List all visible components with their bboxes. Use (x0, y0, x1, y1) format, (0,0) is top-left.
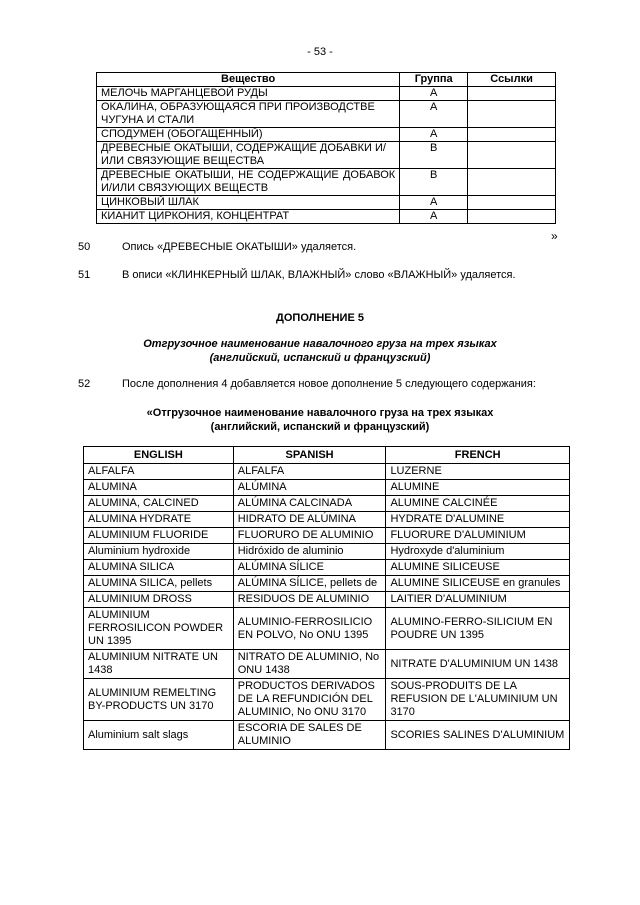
page-number: - 53 - (307, 46, 333, 58)
references-cell (468, 196, 556, 210)
substance-cell: ОКАЛИНА, ОБРАЗУЮЩАЯСЯ ПРИ ПРОИЗВОДСТВЕ ЧУГУНА И СТАЛИ (97, 101, 400, 128)
spanish-cell: ESCORIA DE SALES DE ALUMINIO (233, 721, 386, 750)
header-spanish: SPANISH (233, 447, 386, 464)
table-row (84, 528, 570, 544)
table-row (84, 480, 570, 496)
trilingual-names-table (83, 446, 570, 750)
table-row (84, 721, 570, 750)
group-cell: A (400, 196, 468, 210)
header-substance: Вещество (97, 73, 400, 87)
amendment-text: Опись «ДРЕВЕСНЫЕ ОКАТЫШИ» удаляется. (122, 241, 357, 253)
french-cell: FLUORURE D'ALUMINIUM (386, 528, 570, 544)
header-french: FRENCH (386, 447, 570, 464)
references-cell (468, 142, 556, 169)
substance-table-header (97, 73, 556, 87)
references-cell (468, 169, 556, 196)
table-row (84, 650, 570, 679)
french-cell: HYDRATE D'ALUMINE (386, 512, 570, 528)
amendment-number: 50 (78, 241, 91, 253)
group-cell: A (400, 87, 468, 101)
inserted-title-line1: «Отгрузочное наименование навалочного груза на трех языках (146, 407, 494, 419)
appendix-subtitle-line1: Отгрузочное наименование навалочного груза на трех языках (143, 338, 497, 350)
trilingual-table-header (84, 447, 570, 464)
header-references: Ссылки (468, 73, 556, 87)
table-row (97, 101, 556, 128)
spanish-cell: FLUORURO DE ALUMINIO (233, 528, 386, 544)
french-cell: ALUMINE CALCINÉE (386, 496, 570, 512)
header-english: ENGLISH (84, 447, 234, 464)
references-cell (468, 87, 556, 101)
spanish-cell: ALÚMINA CALCINADA (233, 496, 386, 512)
table-row (97, 169, 556, 196)
table-row (97, 142, 556, 169)
english-cell: ALUMINA SILICA, pellets (84, 576, 234, 592)
substance-cell: СПОДУМЕН (ОБОГАЩЕННЫЙ) (97, 128, 400, 142)
english-cell: ALUMINIUM NITRATE UN 1438 (84, 650, 234, 679)
english-cell: ALUMINIUM REMELTING BY-PRODUCTS UN 3170 (84, 679, 234, 721)
appendix-subtitle-line2: (английский, испанский и французский) (209, 352, 431, 364)
table-row (84, 496, 570, 512)
table-row (97, 87, 556, 101)
spanish-cell: RESIDUOS DE ALUMINIO (233, 592, 386, 608)
table-row (84, 592, 570, 608)
table-row (97, 128, 556, 142)
spanish-cell: NITRATO DE ALUMINIO, No ONU 1438 (233, 650, 386, 679)
substance-cell: ЦИНКОВЫЙ ШЛАК (97, 196, 400, 210)
substance-table (96, 72, 556, 224)
french-cell: ALUMINE (386, 480, 570, 496)
group-cell: A (400, 101, 468, 128)
header-group: Группа (400, 73, 468, 87)
inserted-title-line2: (английский, испанский и французский) (210, 421, 430, 433)
table-row (97, 196, 556, 210)
amendment-number: 52 (78, 378, 91, 390)
english-cell: ALUMINA HYDRATE (84, 512, 234, 528)
spanish-cell: ALÚMINA SÍLICE, pellets de (233, 576, 386, 592)
references-cell (468, 101, 556, 128)
table-row (84, 512, 570, 528)
group-cell: A (400, 128, 468, 142)
group-cell: B (400, 142, 468, 169)
english-cell: Aluminium hydroxide (84, 544, 234, 560)
table-row (84, 464, 570, 480)
amendment-number: 51 (78, 269, 91, 281)
references-cell (468, 210, 556, 224)
spanish-cell: HIDRATO DE ALÚMINA (233, 512, 386, 528)
substance-cell: ДРЕВЕСНЫЕ ОКАТЫШИ, НЕ СОДЕРЖАЩИЕ ДОБАВОК И/ИЛИ СВЯЗУЮЩИХ ВЕЩЕСТВ (97, 169, 400, 196)
closing-quote-mark: » (551, 229, 558, 243)
table-row (84, 544, 570, 560)
english-cell: ALUMINA, CALCINED (84, 496, 234, 512)
spanish-cell: ALÚMINA (233, 480, 386, 496)
amendment-text: В описи «КЛИНКЕРНЫЙ ШЛАК, ВЛАЖНЫЙ» слово «ВЛАЖНЫЙ» удаляется. (122, 269, 516, 281)
english-cell: ALFALFA (84, 464, 234, 480)
french-cell: LAITIER D'ALUMINIUM (386, 592, 570, 608)
french-cell: ALUMINE SILICEUSE (386, 560, 570, 576)
french-cell: ALUMINE SILICEUSE en granules (386, 576, 570, 592)
english-cell: ALUMINA (84, 480, 234, 496)
table-row (84, 679, 570, 721)
substance-cell: КИАНИТ ЦИРКОНИЯ, КОНЦЕНТРАТ (97, 210, 400, 224)
substance-cell: МЕЛОЧЬ МАРГАНЦЕВОЙ РУДЫ (97, 87, 400, 101)
french-cell: SOUS-PRODUITS DE LA REFUSION DE L'ALUMINIUM UN 3170 (386, 679, 570, 721)
appendix-title: ДОПОЛНЕНИЕ 5 (276, 312, 364, 324)
french-cell: SCORIES SALINES D'ALUMINIUM (386, 721, 570, 750)
french-cell: ALUMINO-FERRO-SILICIUM EN POUDRE UN 1395 (386, 608, 570, 650)
table-row (97, 210, 556, 224)
english-cell: ALUMINIUM FERROSILICON POWDER UN 1395 (84, 608, 234, 650)
amendment-text: После дополнения 4 добавляется новое дополнение 5 следующего содержания: (122, 378, 536, 390)
group-cell: A (400, 210, 468, 224)
spanish-cell: ALFALFA (233, 464, 386, 480)
table-row (84, 560, 570, 576)
english-cell: ALUMINIUM DROSS (84, 592, 234, 608)
substance-cell: ДРЕВЕСНЫЕ ОКАТЫШИ, СОДЕРЖАЩИЕ ДОБАВКИ И/ИЛИ СВЯЗУЮЩИЕ ВЕЩЕСТВА (97, 142, 400, 169)
group-cell: B (400, 169, 468, 196)
english-cell: Aluminium salt slags (84, 721, 234, 750)
table-row (84, 608, 570, 650)
spanish-cell: PRODUCTOS DERIVADOS DE LA REFUNDICIÓN DEL ALUMINIO, No ONU 3170 (233, 679, 386, 721)
references-cell (468, 128, 556, 142)
spanish-cell: ALÚMINA SÍLICE (233, 560, 386, 576)
french-cell: LUZERNE (386, 464, 570, 480)
english-cell: ALUMINA SILICA (84, 560, 234, 576)
spanish-cell: Hidróxido de aluminio (233, 544, 386, 560)
table-row (84, 576, 570, 592)
spanish-cell: ALUMINIO-FERROSILICIO EN POLVO, No ONU 1395 (233, 608, 386, 650)
french-cell: Hydroxyde d'aluminium (386, 544, 570, 560)
english-cell: ALUMINIUM FLUORIDE (84, 528, 234, 544)
french-cell: NITRATE D'ALUMINIUM UN 1438 (386, 650, 570, 679)
